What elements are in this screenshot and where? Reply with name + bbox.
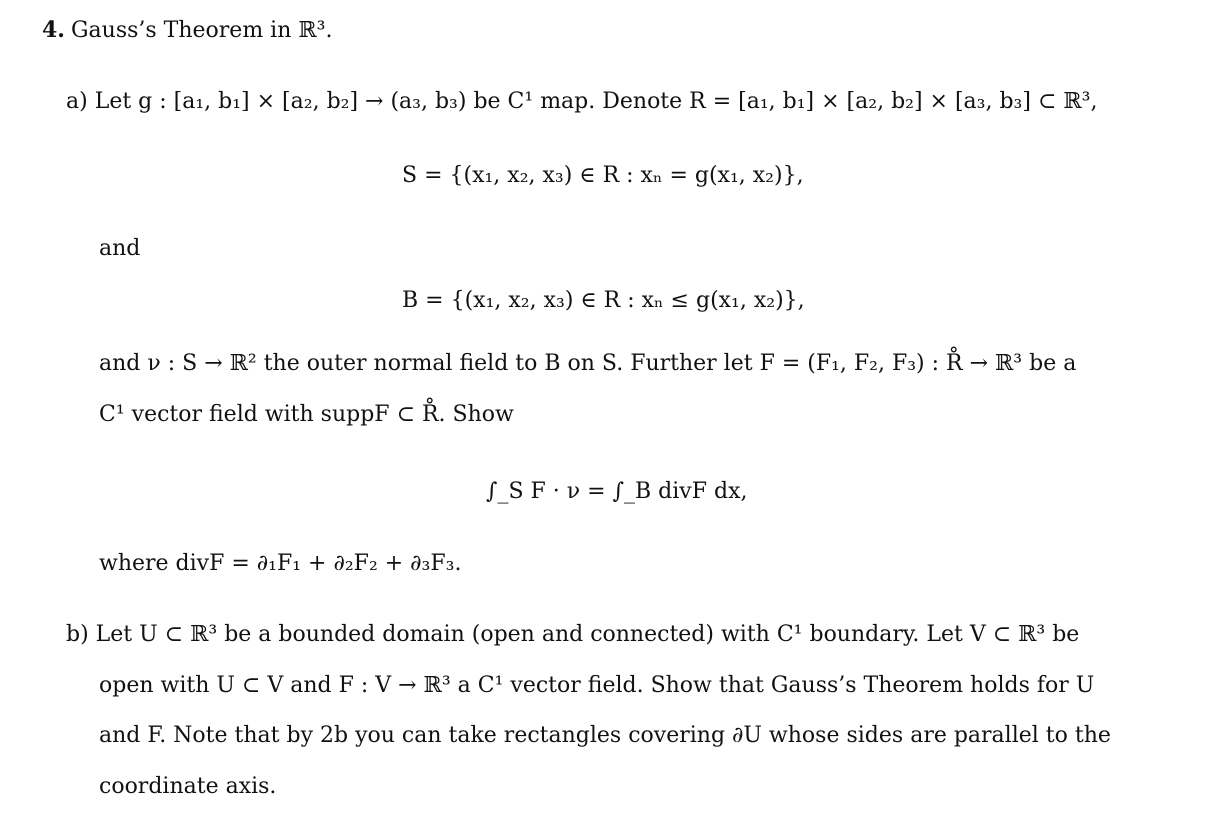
part-b-line-1 [66,621,1079,649]
part-b-line-3: and F. Note that by 2b you can take rectangles covering ∂U whose sides are parallel to the [99,723,1111,748]
part-b-line-1-text: Let U ⊂ ℝ³ be a bounded domain (open and connected) with C¹ boundary. Let V ⊂ ℝ³ be [95,622,1080,647]
part-a-line-2: and ν : S → ℝ² the outer normal field to B on S. Further let F = (F₁, F₂, F₃) : R̊ → ℝ³ be a [99,351,1077,376]
part-b-line-4: coordinate axis. [99,774,277,799]
part-a-line-1-text: Let g : [a₁, b₁] × [a₂, b₂] → (a₃, b₃) be C¹ map. Denote R = [a₁, b₁] × [a₂, b₂] × [a₃, b₃] ⊂ ℝ³, [94,89,1098,114]
problem-title-text: Gauss’s Theorem in ℝ³. [70,18,333,43]
and-word: and [99,236,141,261]
problem-title [42,16,332,45]
where-divF: where divF = ∂₁F₁ + ∂₂F₂ + ∂₃F₃. [99,551,462,576]
part-b-label: b) [66,622,89,647]
equation-B: B = {(x₁, x₂, x₃) ∈ R : xₙ ≤ g(x₁, x₂)}, [402,288,805,313]
equation-S: S = {(x₁, x₂, x₃) ∈ R : xₙ = g(x₁, x₂)}, [402,163,804,188]
part-b-line-2: open with U ⊂ V and F : V → ℝ³ a C¹ vector field. Show that Gauss’s Theorem holds for U [99,673,1095,698]
equation-gauss: ∫_S F · ν = ∫_B divF dx, [486,479,748,504]
problem-number: 4. [42,17,65,43]
part-a-label: a) [66,89,88,114]
part-a-line-3: C¹ vector field with suppF ⊂ R̊. Show [99,402,514,427]
part-a-line-1 [66,88,1097,116]
